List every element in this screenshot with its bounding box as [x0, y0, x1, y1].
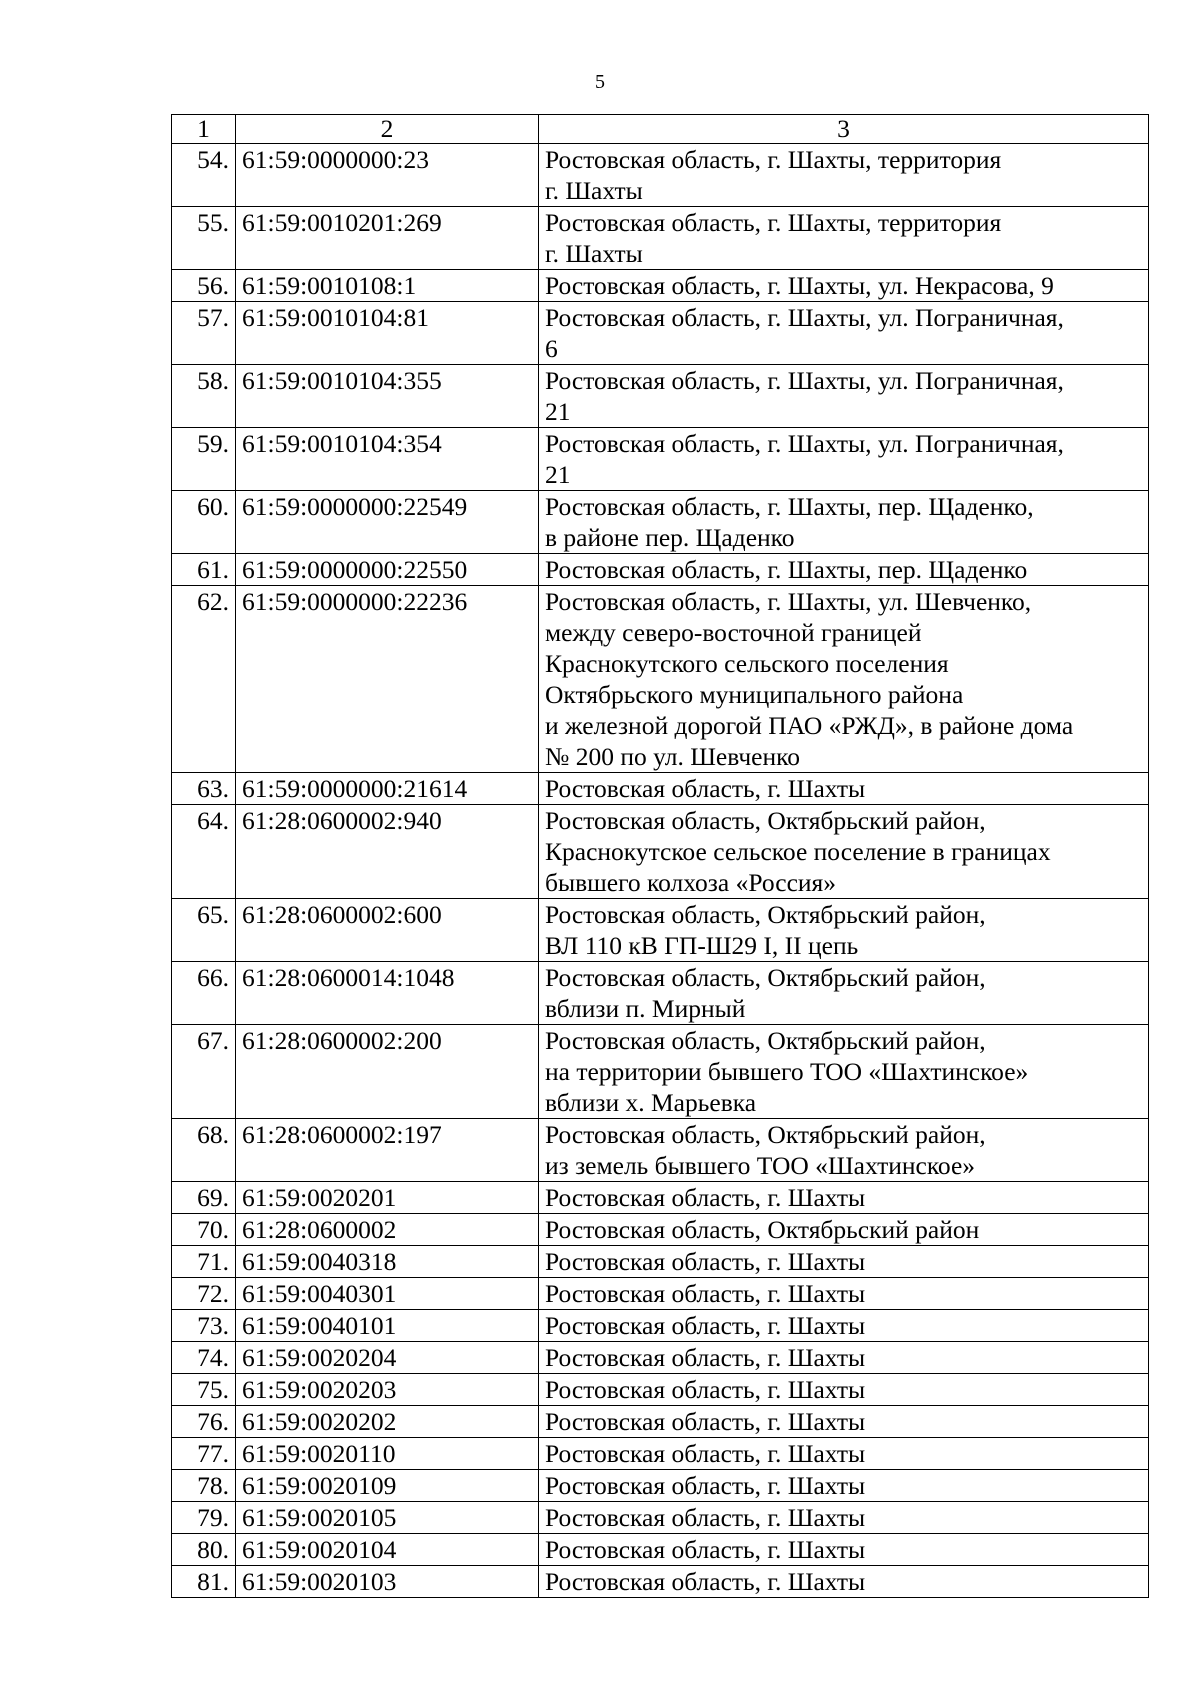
cadastral-number: 61:59:0040301	[236, 1278, 539, 1310]
table-row	[172, 1374, 1149, 1406]
cadastral-number: 61:28:0600002:197	[236, 1119, 539, 1182]
location-address: Ростовская область, г. Шахты, территория г. Шахты	[539, 207, 1149, 270]
location-address: Ростовская область, г. Шахты	[539, 1310, 1149, 1342]
row-number: 76.	[172, 1406, 236, 1438]
table-row	[172, 586, 1149, 773]
location-address: Ростовская область, Октябрьский район, на территории бывшего ТОО «Шахтинское» вблизи х. Марьевка	[539, 1025, 1149, 1119]
table-row	[172, 1470, 1149, 1502]
table-row	[172, 365, 1149, 428]
location-address: Ростовская область, Октябрьский район, из земель бывшего ТОО «Шахтинское»	[539, 1119, 1149, 1182]
table-row	[172, 773, 1149, 805]
cadastral-number: 61:59:0010104:81	[236, 302, 539, 365]
table-row	[172, 805, 1149, 899]
table-row	[172, 1119, 1149, 1182]
row-number: 65.	[172, 899, 236, 962]
cadastral-number: 61:59:0000000:22549	[236, 491, 539, 554]
row-number: 77.	[172, 1438, 236, 1470]
location-address: Ростовская область, г. Шахты	[539, 1406, 1149, 1438]
table-row	[172, 1342, 1149, 1374]
cadastral-number: 61:59:0000000:23	[236, 144, 539, 207]
location-address: Ростовская область, г. Шахты	[539, 1182, 1149, 1214]
table-row	[172, 1438, 1149, 1470]
cadastral-number: 61:59:0020204	[236, 1342, 539, 1374]
cadastral-number: 61:59:0000000:21614	[236, 773, 539, 805]
location-address: Ростовская область, г. Шахты, ул. Пограничная, 6	[539, 302, 1149, 365]
row-number: 54.	[172, 144, 236, 207]
location-address: Ростовская область, г. Шахты	[539, 1534, 1149, 1566]
location-address: Ростовская область, г. Шахты	[539, 1278, 1149, 1310]
location-address: Ростовская область, г. Шахты, ул. Некрасова, 9	[539, 270, 1149, 302]
column-header-1: 1	[172, 115, 236, 144]
row-number: 63.	[172, 773, 236, 805]
location-address: Ростовская область, г. Шахты, ул. Шевченко, между северо-восточной границей Краснокутского сельского поселения Октябрьского муниципального района и железной дорогой ПАО «РЖД», в районе дома № 200 по ул. Шевченко	[539, 586, 1149, 773]
cadastral-number: 61:59:0020105	[236, 1502, 539, 1534]
location-address: Ростовская область, Октябрьский район, Краснокутское сельское поселение в границах бывшего колхоза «Россия»	[539, 805, 1149, 899]
row-number: 70.	[172, 1214, 236, 1246]
location-address: Ростовская область, г. Шахты	[539, 1374, 1149, 1406]
location-address: Ростовская область, г. Шахты	[539, 1470, 1149, 1502]
row-number: 80.	[172, 1534, 236, 1566]
row-number: 79.	[172, 1502, 236, 1534]
cadastral-number: 61:28:0600014:1048	[236, 962, 539, 1025]
table-row	[172, 270, 1149, 302]
table-row	[172, 1025, 1149, 1119]
location-address: Ростовская область, г. Шахты	[539, 1246, 1149, 1278]
table-row	[172, 1246, 1149, 1278]
row-number: 61.	[172, 554, 236, 586]
row-number: 58.	[172, 365, 236, 428]
cadastral-number: 61:59:0000000:22550	[236, 554, 539, 586]
location-address: Ростовская область, г. Шахты	[539, 1566, 1149, 1598]
table-row	[172, 428, 1149, 491]
table-row	[172, 1534, 1149, 1566]
row-number: 55.	[172, 207, 236, 270]
row-number: 72.	[172, 1278, 236, 1310]
location-address: Ростовская область, г. Шахты, ул. Пограничная, 21	[539, 428, 1149, 491]
row-number: 56.	[172, 270, 236, 302]
row-number: 74.	[172, 1342, 236, 1374]
location-address: Ростовская область, г. Шахты, пер. Щаденко, в районе пер. Щаденко	[539, 491, 1149, 554]
cadastral-number: 61:59:0020104	[236, 1534, 539, 1566]
cadastral-number: 61:59:0020201	[236, 1182, 539, 1214]
row-number: 69.	[172, 1182, 236, 1214]
table-row	[172, 1406, 1149, 1438]
location-address: Ростовская область, г. Шахты, территория г. Шахты	[539, 144, 1149, 207]
table-row	[172, 302, 1149, 365]
table-row	[172, 1182, 1149, 1214]
row-number: 59.	[172, 428, 236, 491]
location-address: Ростовская область, Октябрьский район	[539, 1214, 1149, 1246]
table-row	[172, 207, 1149, 270]
row-number: 68.	[172, 1119, 236, 1182]
location-address: Ростовская область, г. Шахты, ул. Пограничная, 21	[539, 365, 1149, 428]
table-row	[172, 1566, 1149, 1598]
row-number: 66.	[172, 962, 236, 1025]
table-body	[172, 144, 1149, 1598]
table-row	[172, 1278, 1149, 1310]
row-number: 64.	[172, 805, 236, 899]
location-address: Ростовская область, Октябрьский район, вблизи п. Мирный	[539, 962, 1149, 1025]
cadastral-number: 61:28:0600002:200	[236, 1025, 539, 1119]
cadastral-number: 61:59:0020110	[236, 1438, 539, 1470]
row-number: 57.	[172, 302, 236, 365]
cadastral-number: 61:59:0010201:269	[236, 207, 539, 270]
location-address: Ростовская область, г. Шахты	[539, 1502, 1149, 1534]
row-number: 75.	[172, 1374, 236, 1406]
location-address: Ростовская область, г. Шахты	[539, 1438, 1149, 1470]
cadastral-number: 61:59:0040318	[236, 1246, 539, 1278]
table-row	[172, 962, 1149, 1025]
row-number: 73.	[172, 1310, 236, 1342]
location-address: Ростовская область, Октябрьский район, ВЛ 110 кВ ГП-Ш29 I, II цепь	[539, 899, 1149, 962]
cadastral-number: 61:59:0010108:1	[236, 270, 539, 302]
row-number: 62.	[172, 586, 236, 773]
cadastral-number: 61:59:0010104:354	[236, 428, 539, 491]
row-number: 71.	[172, 1246, 236, 1278]
cadastral-number: 61:59:0020202	[236, 1406, 539, 1438]
row-number: 67.	[172, 1025, 236, 1119]
table-row	[172, 1214, 1149, 1246]
cadastral-number: 61:59:0010104:355	[236, 365, 539, 428]
table-row	[172, 554, 1149, 586]
row-number: 81.	[172, 1566, 236, 1598]
location-address: Ростовская область, г. Шахты	[539, 773, 1149, 805]
table-row	[172, 1310, 1149, 1342]
table-row	[172, 899, 1149, 962]
cadastral-number: 61:59:0020203	[236, 1374, 539, 1406]
cadastral-number: 61:28:0600002	[236, 1214, 539, 1246]
cadastral-number: 61:59:0040101	[236, 1310, 539, 1342]
location-address: Ростовская область, г. Шахты	[539, 1342, 1149, 1374]
table-row	[172, 1502, 1149, 1534]
cadastral-number: 61:59:0020103	[236, 1566, 539, 1598]
cadastral-number: 61:59:0020109	[236, 1470, 539, 1502]
page-number: 5	[595, 71, 605, 93]
cadastral-table	[171, 114, 1149, 1598]
column-header-3: 3	[539, 115, 1149, 144]
row-number: 60.	[172, 491, 236, 554]
table-row	[172, 144, 1149, 207]
cadastral-number: 61:59:0000000:22236	[236, 586, 539, 773]
location-address: Ростовская область, г. Шахты, пер. Щаденко	[539, 554, 1149, 586]
table-header-row	[172, 115, 1149, 144]
cadastral-number: 61:28:0600002:600	[236, 899, 539, 962]
column-header-2: 2	[236, 115, 539, 144]
table-row	[172, 491, 1149, 554]
row-number: 78.	[172, 1470, 236, 1502]
cadastral-number: 61:28:0600002:940	[236, 805, 539, 899]
